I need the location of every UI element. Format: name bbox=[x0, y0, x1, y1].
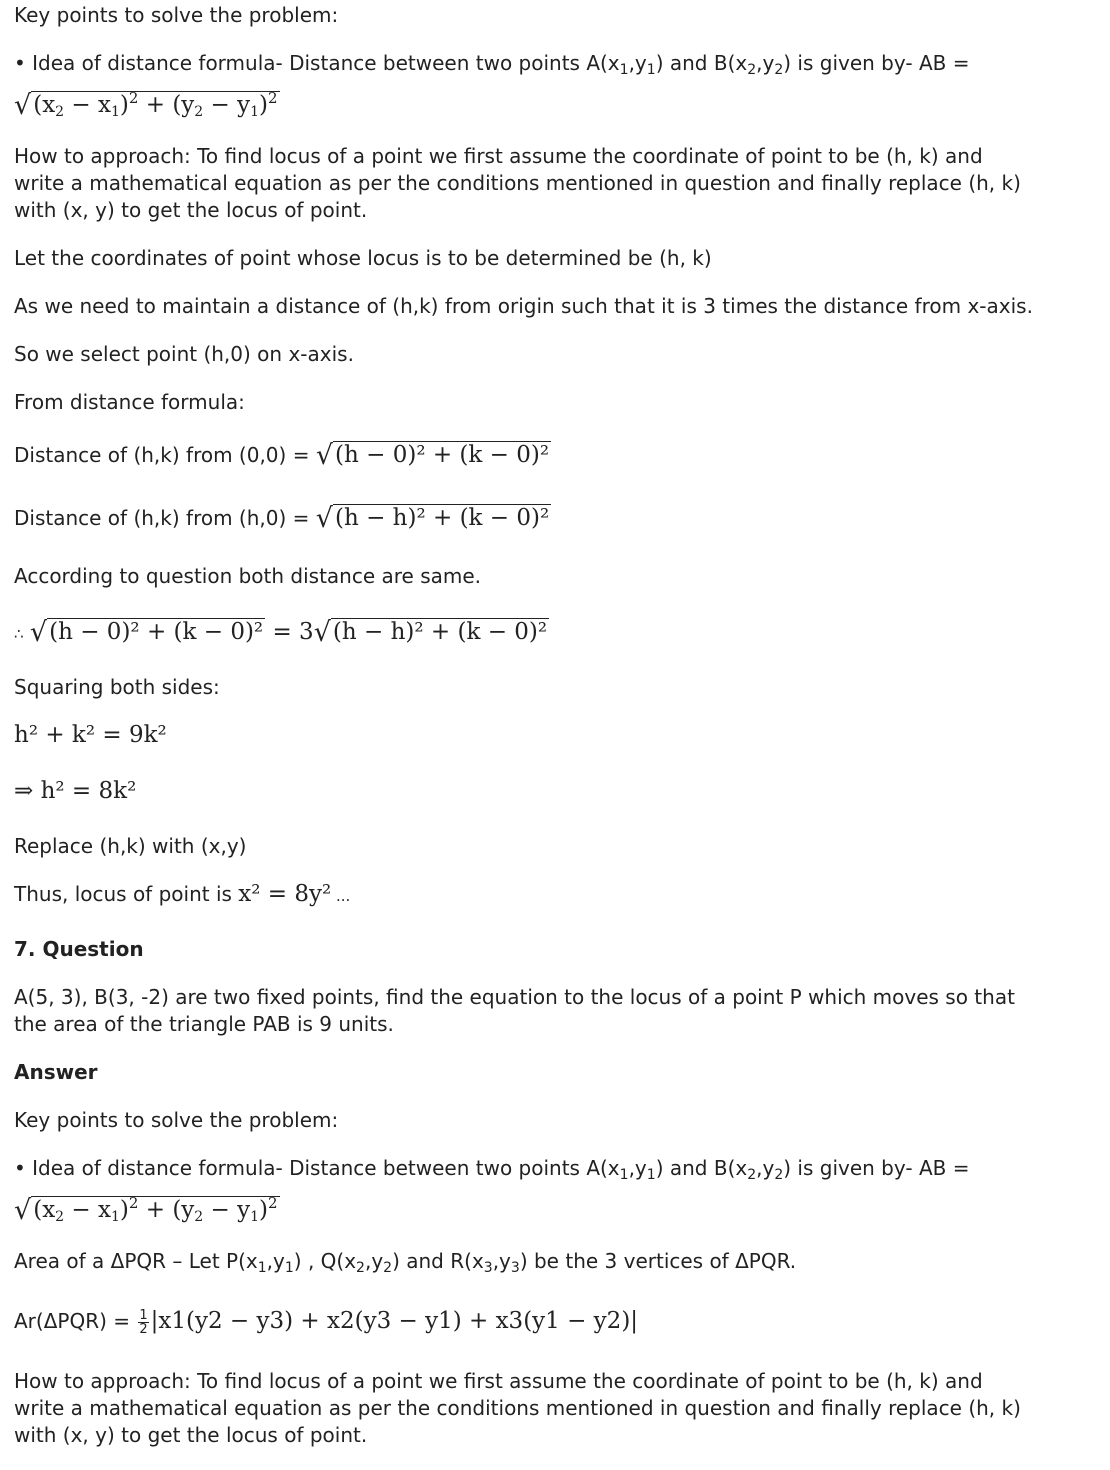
according-to-question: According to question both distance are same. bbox=[14, 564, 482, 588]
half-fraction: $\frac{1}{2}$ bbox=[139, 1308, 148, 1337]
question-line-1: A(5, 3), B(3, -2) are two fixed points, find the equation to the locus of a point P which moves so that bbox=[14, 985, 1015, 1009]
approach-line-1: How to approach: To find locus of a point we first assume the coordinate of point to be (h, k) and bbox=[14, 144, 983, 168]
distance-formula-idea-2: • Idea of distance formula- Distance between two points $A(x_1,y_1)$ and $B(x_2,y_2)$ is given by- AB = bbox=[14, 1156, 970, 1183]
from-distance-formula: From distance formula: bbox=[14, 390, 245, 414]
question-heading: 7. Question bbox=[14, 937, 144, 961]
implies-equation: ⇒ h² = 8k² bbox=[14, 778, 137, 804]
let-coordinates: Let the coordinates of point whose locus is to be determined be (h, k) bbox=[14, 246, 712, 270]
approach-line-2: write a mathematical equation as per the conditions mentioned in question and finally replace (h, k) bbox=[14, 171, 1021, 195]
question-line-2: the area of the triangle PAB is 9 units. bbox=[14, 1012, 394, 1036]
maintain-distance: As we need to maintain a distance of (h,k) from origin such that it is 3 times the distance from x-axis. bbox=[14, 294, 1033, 318]
therefore-equation: ∴ √(h − 0)² + (k − 0)² = 3√(h − h)² + (k − 0)² bbox=[14, 617, 548, 648]
locus-result: Thus, locus of point is x² = 8y² ... bbox=[14, 881, 351, 907]
distance-formula-expression: $√(x_2 - x_1)^2 + (y_2 - y_1)^2$ bbox=[14, 89, 278, 121]
distance-formula-idea: • Idea of distance formula- Distance between two points $A(x_1,y_1)$ and $B(x_2,y_2)$ is given by- AB = bbox=[14, 51, 970, 78]
replace-hk: Replace (h,k) with (x,y) bbox=[14, 834, 247, 858]
area-formula: Ar(ΔPQR) = $\frac{1}{2}$ |x1(y2 − y3) + x2(y3 − y1) + x3(y1 − y2)| bbox=[14, 1308, 639, 1337]
key-points-heading: Key points to solve the problem: bbox=[14, 3, 339, 27]
answer-heading: Answer bbox=[14, 1060, 98, 1084]
approach-line-2-repeat: write a mathematical equation as per the conditions mentioned in question and finally replace (h, k) bbox=[14, 1396, 1021, 1420]
key-points-heading-2: Key points to solve the problem: bbox=[14, 1108, 339, 1132]
distance-origin: Distance of (h,k) from (0,0) = √(h − 0)² + (k − 0)² bbox=[14, 440, 550, 471]
area-triangle-definition: Area of a ΔPQR – Let $P(x_1,y_1)$ , $Q(x_2,y_2)$ and $R(x_3,y_3)$ be the 3 vertices of ΔPQR. bbox=[14, 1249, 797, 1276]
approach-line-3-repeat: with (x, y) to get the locus of point. bbox=[14, 1423, 368, 1447]
approach-line-1-repeat: How to approach: To find locus of a point we first assume the coordinate of point to be (h, k) and bbox=[14, 1369, 983, 1393]
select-point: So we select point (h,0) on x-axis. bbox=[14, 342, 354, 366]
approach-line-3: with (x, y) to get the locus of point. bbox=[14, 198, 368, 222]
squaring-both-sides: Squaring both sides: bbox=[14, 675, 220, 699]
distance-formula-expression-2: $√(x_2 - x_1)^2 + (y_2 - y_1)^2$ bbox=[14, 1194, 278, 1226]
squared-equation: h² + k² = 9k² bbox=[14, 722, 167, 748]
distance-x-axis: Distance of (h,k) from (h,0) = √(h − h)² + (k − 0)² bbox=[14, 503, 550, 534]
